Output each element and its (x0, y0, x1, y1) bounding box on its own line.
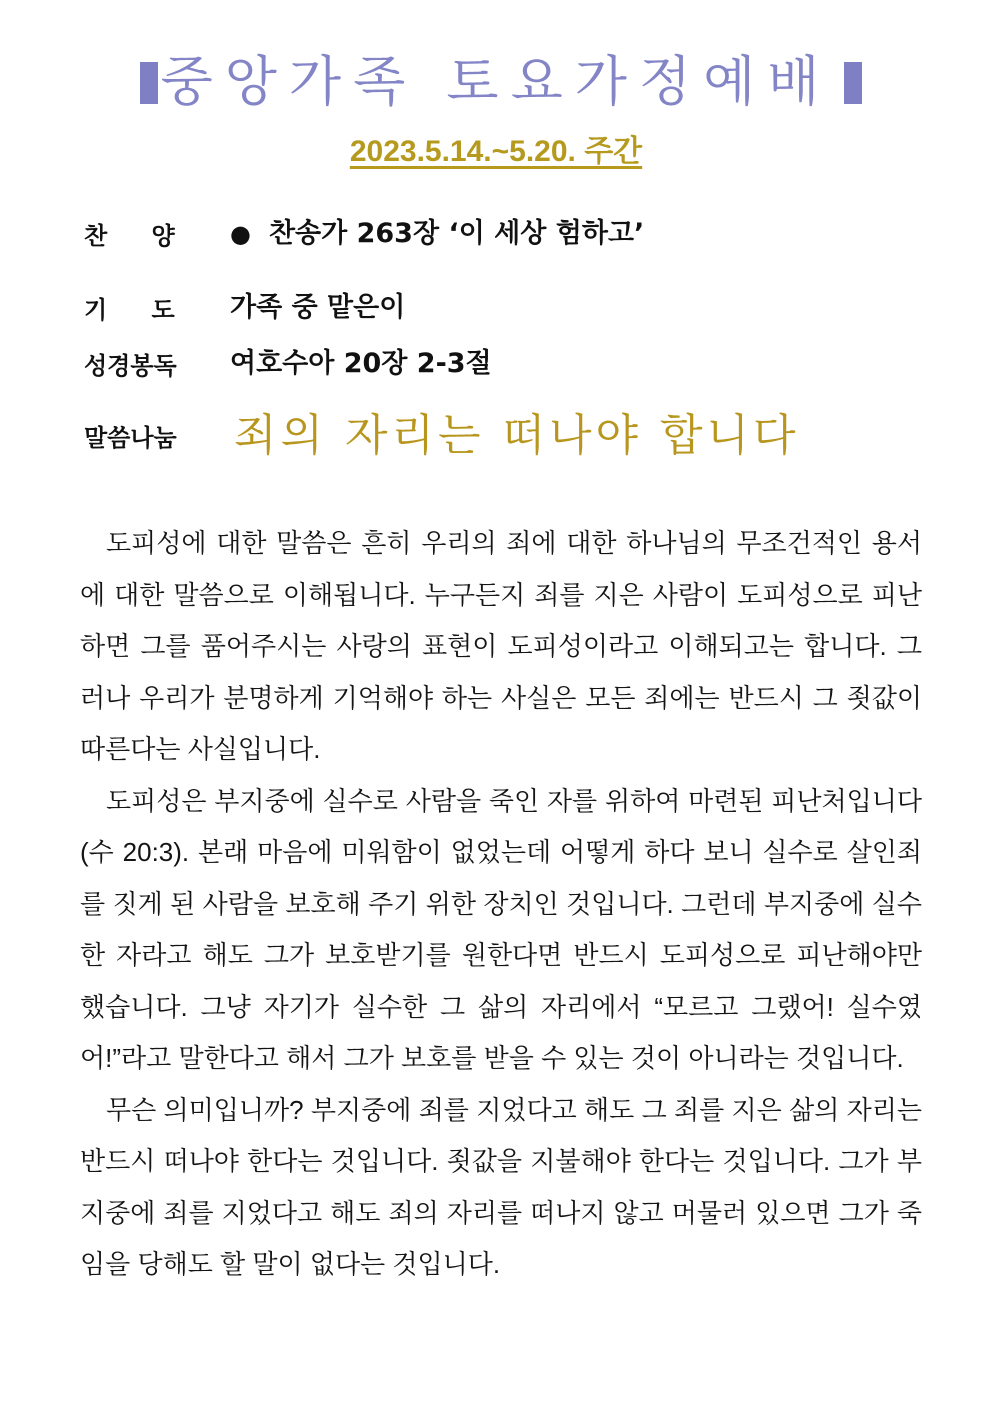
sermon-body (80, 518, 922, 1291)
title-row (0, 42, 992, 122)
paragraph: 도피성은 부지중에 실수로 사람을 죽인 자를 위하여 마련된 피난처입니다(수 20:3). 본래 마음에 미워함이 없었는데 어떻게 하다 보니 실수로 살인죄를 짓게 된 사람을 보호해 주기 위한 장치인 것입니다. 그런데 부지중에 실수한 자라고 해도 그가 보호받기를 원한다면 반드시 도피성으로 피난해야만 했습니다. 그냥 자기가 실수한 그 삶의 자리에서 “모르고 그랬어! 실수였어!”라고 말한다고 해서 그가 보호를 받을 수 있는 것이 아니라는 것입니다. (80, 785, 922, 1073)
prayer-label: 기 도 (84, 296, 175, 324)
hymn-label: 찬 양 (84, 222, 175, 250)
service-period: 2023.5.14.~5.20. 주간 (349, 135, 643, 168)
order-hymn (84, 212, 924, 258)
page-title: 중앙가족 토요가정예배 (160, 50, 832, 113)
hymn-value: 찬송가 263장 ‘이 세상 험하고’ (268, 218, 645, 249)
order-reading (84, 342, 924, 388)
sermon-title: 죄의 자리는 떠나야 합니다 (234, 410, 800, 461)
paragraph: 도피성에 대한 말씀은 흔히 우리의 죄에 대한 하나님의 무조건적인 용서에 대한 말씀으로 이해됩니다. 누구든지 죄를 지은 사람이 도피성으로 피난하면 그를 품어주시는 사랑의 표현이 도피성이라고 이해되고는 합니다. 그러나 우리가 분명하게 기억해야 하는 사실은 모든 죄에는 반드시 그 죗값이 따른다는 사실입니다. (80, 528, 922, 764)
title-bar-right (844, 62, 862, 104)
paragraph: 무슨 의미입니까? 부지중에 죄를 지었다고 해도 그 죄를 지은 삶의 자리는 반드시 떠나야 한다는 것입니다. 죗값을 지불해야 한다는 것입니다. 그가 부지중에 죄를 지었다고 해도 죄의 자리를 떠나지 않고 머물러 있으면 그가 죽임을 당해도 할 말이 없다는 것입니다. (80, 1094, 922, 1279)
bullet-icon: ● (230, 220, 251, 248)
order-prayer (84, 286, 924, 332)
reading-value: 여호수아 20장 2-3절 (230, 348, 492, 379)
order-sermon (84, 406, 924, 468)
sermon-label: 말씀나눔 (84, 424, 177, 452)
reading-label: 성경봉독 (84, 352, 177, 380)
hymn-value-wrap (230, 214, 644, 254)
prayer-value: 가족 중 맡은이 (230, 292, 406, 323)
